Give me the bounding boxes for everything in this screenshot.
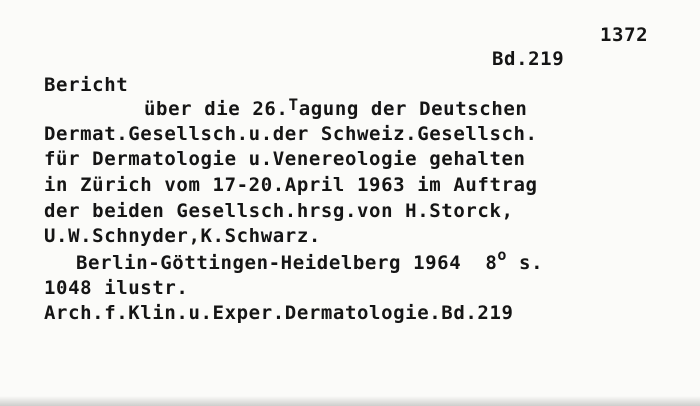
text-line-1-start: über die 26. [144,98,289,120]
imprint-text: Berlin-Göttingen-Heidelberg 1964 8 [76,252,498,274]
card-bottom-edge [0,396,700,406]
card-heading: Bericht [44,74,129,96]
text-line-2: Dermat.Gesellsch.u.der Schweiz.Gesellsch. [44,123,538,145]
imprint-line [76,246,544,275]
text-line-5: der beiden Gesellsch.hrsg.von H.Storck, [44,200,514,222]
text-line-1-raised-letter: T [288,95,299,114]
text-line-4: in Zürich vom 17-20.April 1963 im Auftrag [44,174,538,196]
imprint-pages-abbrev: s. [507,252,544,274]
volume-label: Bd.219 [492,48,565,70]
pages-line: 1048 ilustr. [44,277,189,299]
card-number: 1372 [600,24,649,46]
text-line-1 [144,95,528,121]
text-line-1-end: agung der Deutschen [298,98,528,120]
format-superscript: o [497,246,508,264]
text-line-3: für Dermatologie u.Venereologie gehalten [44,148,526,170]
series-line: Arch.f.Klin.u.Exper.Dermatologie.Bd.219 [44,302,514,324]
text-line-6: U.W.Schnyder,K.Schwarz. [44,225,321,247]
